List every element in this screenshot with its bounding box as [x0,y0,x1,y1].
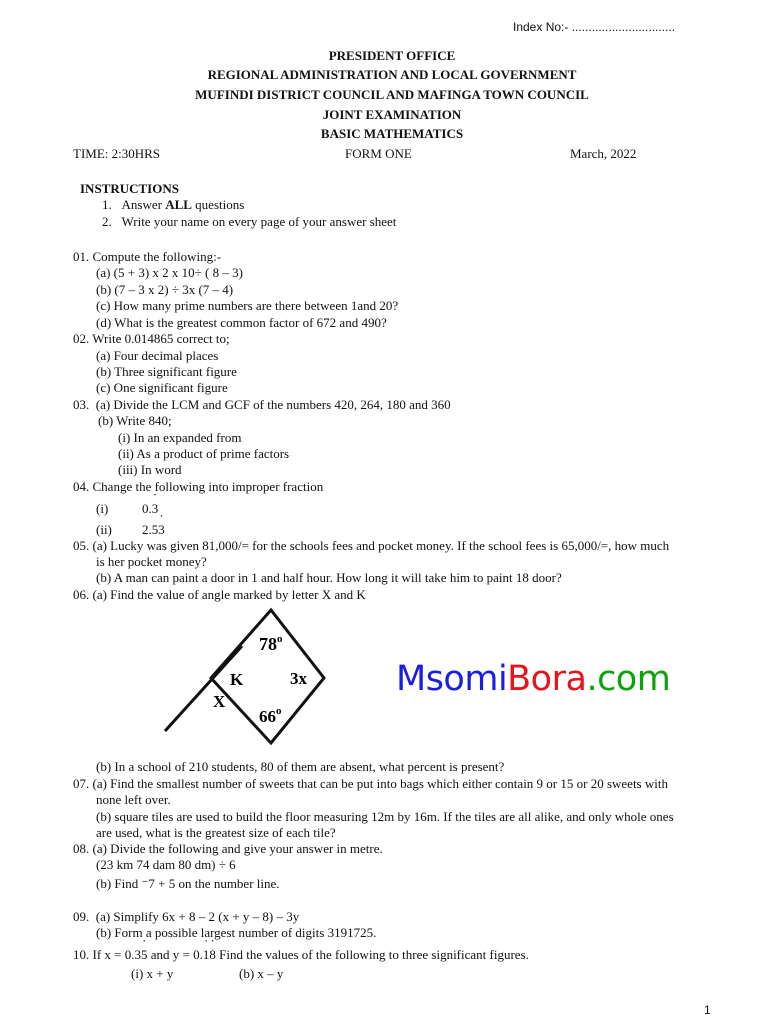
question-7b: (b) square tiles are used to build the floor measuring 12m by 16m. If the tiles are all alike, and only whole ones [96,809,674,824]
question-2a: (a) Four decimal places [96,348,219,363]
question-1a: (a) (5 + 3) x 2 x 10÷ ( 8 – 3) [96,265,243,280]
question-1d: (d) What is the greatest common factor of 672 and 490? [96,315,387,330]
bottom-angle-label: 66$^o$ [259,705,282,726]
question-7a-cont: none left over. [96,792,171,807]
question-10-ii: (b) x – y [239,966,284,981]
question-5a: 05. (a) Lucky was given 81,000/= for the schools fees and pocket money. If the school fees is 65,000/=, how much [73,538,670,553]
question-5a-cont: is her pocket money? [96,554,207,569]
top-angle-label: 78$^o$ [259,633,283,654]
question-4-ii-value: 2.5˙ 3 [142,522,165,538]
question-9b: (b) Form a possible largest number of digits 3191725. [96,925,377,940]
x-angle-label: X [213,692,226,711]
question-4-i-label: (i) [96,501,109,516]
question-1b: (b) (7 – 3 x 2) ÷ 3x (7 – 4) [96,282,234,297]
question-2b: (b) Three significant figure [96,364,237,379]
question-4: 04. Change the following into improper fraction [73,479,324,494]
question-1: 01. Compute the following:- [73,249,222,264]
question-9a: 09. (a) Simplify 6x + 8 – 2 (x + y – 8) – 3y [73,909,300,924]
k-angle-label: K [230,670,244,689]
index-number-label: Index No:- ............................... [513,20,676,34]
instructions-heading: INSTRUCTIONS [80,181,179,196]
question-10-i: (i) x + y [131,966,174,981]
question-3b-i: (i) In an expanded from [118,430,242,445]
question-2c: (c) One significant figure [96,380,228,395]
exam-time: TIME: 2:30HRS [73,146,161,161]
right-angle-label: 3x [290,669,307,688]
exam-form: FORM ONE [345,146,412,161]
question-3b-iii: (iii) In word [118,462,182,477]
instruction-1: 1. Answer ALL questions [102,197,245,212]
question-8a: 08. (a) Divide the following and give your answer in metre. [73,841,383,856]
title-line-3: MUFINDI DISTRICT COUNCIL AND MAFINGA TOWN COUNCIL [195,87,589,102]
question-5b: (b) A man can paint a door in 1 and half hour. How long it will take him to paint 18 door? [96,570,562,585]
question-3b-ii: (ii) As a product of prime factors [118,446,290,461]
exam-date: March, 2022 [570,146,637,161]
title-line-5: BASIC MATHEMATICS [320,126,464,141]
title-line-2: REGIONAL ADMINISTRATION AND LOCAL GOVERNMENT [207,67,577,82]
brand-logo: MsomiBora.com [396,659,671,699]
question-6b: (b) In a school of 210 students, 80 of them are absent, what percent is present? [96,759,505,774]
title-line-1: PRESIDENT OFFICE [328,48,456,63]
page-number: 1 [704,1003,711,1017]
question-8b: (b) Find ⁻7 + 5 on the number line. [96,876,280,891]
question-10: 10. If x = 0.3˙ 5 and y = 0.˙ 1˙ 8 Find the values of the following to three significant figures. [73,947,529,963]
question-8a-expression: (23 km 74 dam 80 dm) ÷ 6 [96,857,236,872]
question-4-i-value: 0.˙ 3 [142,501,158,517]
question-2: 02. Write 0.014865 correct to; [73,331,230,346]
instruction-2: 2. Write your name on every page of your answer sheet [102,214,397,229]
geometry-figure [160,605,340,755]
title-line-4: JOINT EXAMINATION [322,107,462,122]
question-6a: 06. (a) Find the value of angle marked by letter X and K [73,587,366,602]
question-1c: (c) How many prime numbers are there between 1and 20? [96,298,399,313]
question-7b-cont: are used, what is the greatest size of each tile? [96,825,336,840]
question-3a: 03. (a) Divide the LCM and GCF of the numbers 420, 264, 180 and 360 [73,397,451,412]
question-7a: 07. (a) Find the smallest number of sweets that can be put into bags which either contain 9 or 15 or 20 sweets with [73,776,668,791]
question-3b: (b) Write 840; [98,413,172,428]
question-4-ii-label: (ii) [96,522,112,537]
